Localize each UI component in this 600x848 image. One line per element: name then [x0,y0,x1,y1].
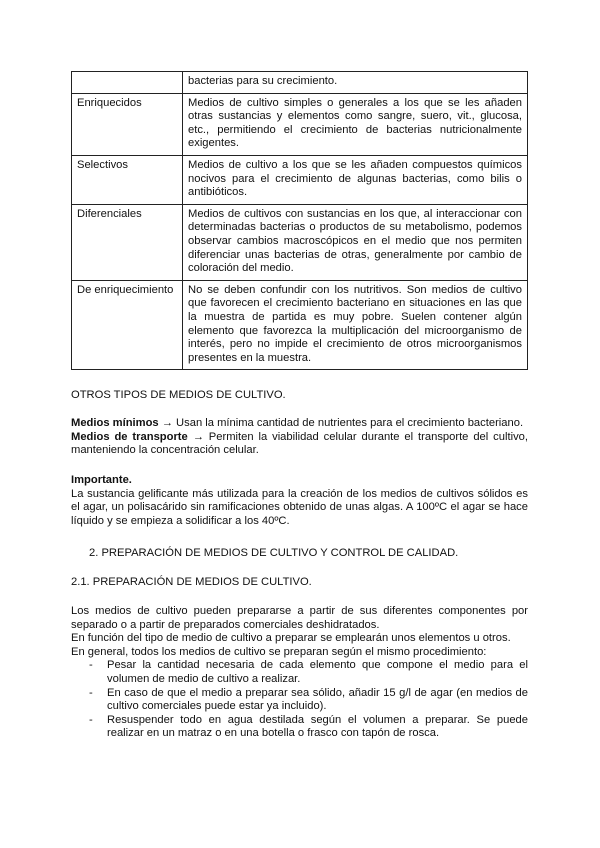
table-row [72,72,528,94]
medios-transporte-text: → Permiten la viabilidad celular durante el transporte del cultivo, manteniendo la concentración celular. [71,430,528,457]
table-row [72,155,528,204]
media-type-cell [72,72,183,94]
medios-minimos-term: Medios mínimos [71,417,159,429]
paragraph: Los medios de cultivo pueden prepararse a partir de sus diferentes componentes por separado o a partir de preparados comerciales deshidratados. [71,605,528,631]
table-row [72,93,528,155]
media-description-cell [183,280,528,370]
list-item-text: En caso de que el medio a preparar sea sólido, añadir 15 g/l de agar (en medios de cultivo comerciales puede estar ya incluido). [107,686,528,713]
media-type-cell: De enriquecimiento [72,280,183,370]
list-item [71,659,528,686]
dash-bullet: - [89,713,93,726]
dash-bullet: - [89,659,93,672]
dash-bullet: - [89,686,93,699]
section-2-heading [89,547,458,561]
section-heading: 2. PREPARACIÓN DE MEDIOS DE CULTIVO Y CONTROL DE CALIDAD. [89,547,459,559]
media-type-cell: Enriquecidos [72,93,183,155]
table-row [72,280,528,370]
medios-minimos-text: → Usan la mínima cantidad de nutrientes para el crecimiento bacteriano. [161,417,524,429]
media-type-cell: Diferenciales [72,204,183,280]
section-heading: OTROS TIPOS DE MEDIOS DE CULTIVO. [71,389,286,401]
media-description-cell [183,155,528,204]
other-types-heading [71,389,528,403]
media-description-cell [183,93,528,155]
media-description-cell [183,204,528,280]
media-description: Medios de cultivo simples o generales a los que se les añaden otras sustancias y elementos como sangre, suero, vit., glucosa, etc., permitiendo el crecimiento de bacterias nutricionalmente exigentes. [188,96,522,150]
table-row [72,204,528,280]
paragraph: En función del tipo de medio de cultivo a preparar se emplearán unos elementos u otros. [71,632,511,645]
section-heading: 2.1. PREPARACIÓN DE MEDIOS DE CULTIVO. [71,576,312,588]
medios-minimos [71,417,528,431]
important-title: Importante. [71,474,132,486]
media-description-cell [183,72,528,94]
media-type-cell: Selectivos [72,155,183,204]
medios-transporte [71,431,528,458]
culture-media-table [71,71,528,370]
media-description: Medios de cultivos con sustancias en los que, al interaccionar con determinadas bacterias o productos de su metabolismo, podemos observar cambios macroscópicos en el medio que nos permiten diferenciar unas bacterias de otras, generalmente por cambio de coloración del medio. [188,207,522,275]
media-description: bacterias para su crecimiento. [188,75,338,87]
other-types-list [71,417,528,458]
section-2-1-body [71,605,528,741]
important-note [71,474,528,528]
list-item [71,687,528,714]
important-text: La sustancia gelificante más utilizada para la creación de los medios de cultivos sólidos es el agar, un polisacárido sin ramificaciones obtenido de unas algas. A 100ºC el agar se hace líquido y se empieza a solidificar a los 40ºC. [71,487,528,527]
section-2-1-heading [71,576,528,590]
paragraph: En general, todos los medios de cultivo se preparan según el mismo procedimiento: [71,645,487,658]
procedure-list [71,659,528,741]
media-description: Medios de cultivo a los que se les añaden compuestos químicos nocivos para el crecimiento de algunas bacterias, como bilis o antibióticos. [188,158,522,199]
medios-transporte-term: Medios de transporte [71,430,188,443]
list-item-text: Pesar la cantidad necesaria de cada elemento que compone el medio para el volumen de medio de cultivo a realizar. [107,659,528,685]
list-item-text: Resuspender todo en agua destilada según el volumen a preparar. Se puede realizar en un matraz o en una botella o frasco con tapón de rosca. [107,713,528,740]
list-item [71,714,528,741]
media-description: No se deben confundir con los nutritivos. Son medios de cultivo que favorecen el crecimiento bacteriano en situaciones en las que la muestra de partida es muy pobre. Suelen contener algún elemento que favorezca la multiplicación del microorganismo de interés, pero no impide el crecimiento de otros microorganismos presentes en la muestra. [188,283,522,364]
